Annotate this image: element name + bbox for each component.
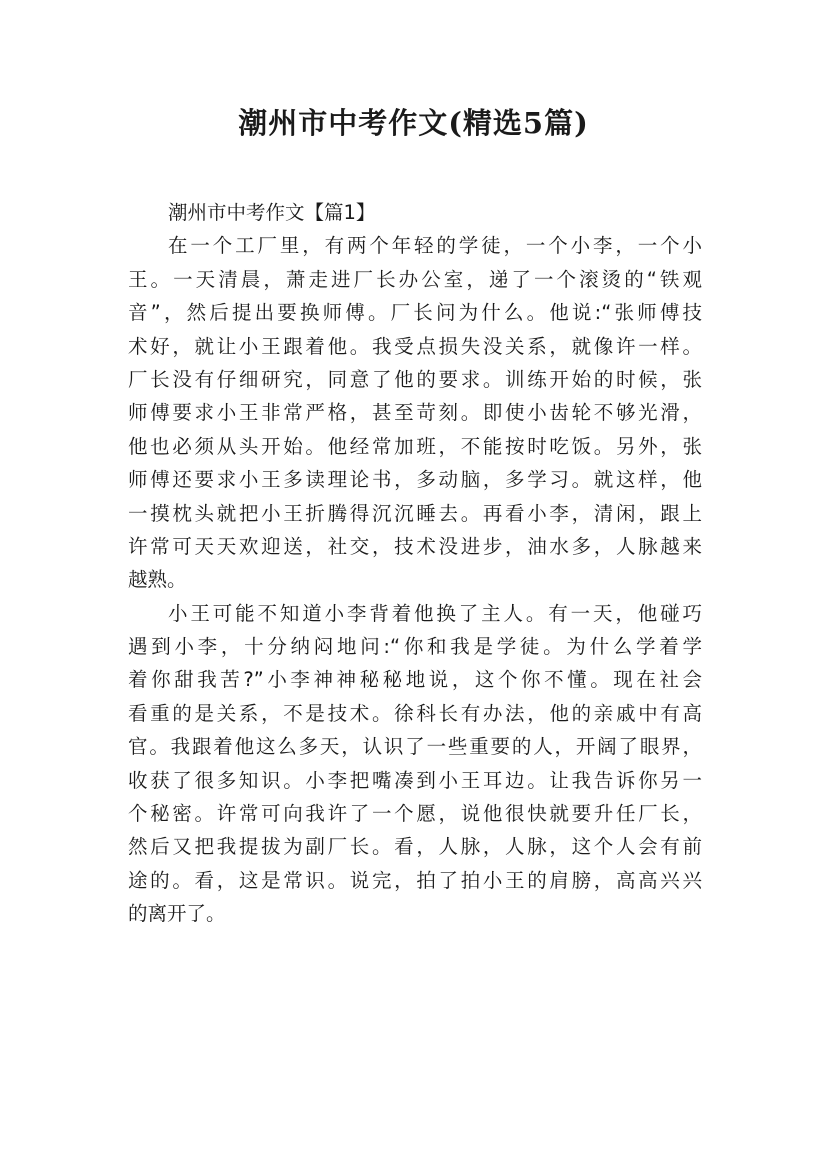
paragraph-line: 看重的是关系，不是技术。徐科长有办法，他的亲戚中有高	[128, 701, 702, 725]
paragraph-line: 他也必须从头开始。他经常加班，不能按时吃饭。另外，张	[128, 434, 702, 458]
paragraph-line: 王。一天清晨，萧走进厂长办公室，递了一个滚烫的“铁观	[128, 267, 702, 291]
paragraph-line: 师傅要求小王非常严格，甚至苛刻。即使小齿轮不够光滑，	[128, 401, 702, 425]
paragraph-line: 途的。看，这是常识。说完，拍了拍小王的肩膀，高高兴兴	[128, 868, 702, 892]
paragraph-line: 音”，然后提出要换师傅。厂长问为什么。他说:“张师傅技	[128, 301, 702, 325]
paragraph-2	[128, 597, 702, 931]
paragraph-line: 师傅还要求小王多读理论书，多动脑，多学习。就这样，他	[128, 468, 702, 492]
section-heading: 潮州市中考作文【篇1】	[168, 201, 376, 224]
paragraph-line: 越熟。	[128, 568, 187, 592]
paragraph-1	[128, 229, 702, 596]
paragraph-line: 收获了很多知识。小李把嘴凑到小王耳边。让我告诉你另一	[128, 768, 702, 792]
paragraph-line: 遇到小李，十分纳闷地问:“你和我是学徒。为什么学着学	[128, 635, 702, 659]
document-title: 潮州市中考作文(精选5篇)	[238, 106, 589, 140]
paragraph-line: 许常可天天欢迎送，社交，技术没进步，油水多，人脉越来	[128, 534, 702, 558]
paragraph-line: 的离开了。	[128, 902, 226, 926]
paragraph-line: 在一个工厂里，有两个年轻的学徒，一个小李，一个小	[168, 234, 702, 258]
document-body	[128, 196, 702, 931]
paragraph-line: 然后又把我提拔为副厂长。看，人脉，人脉，这个人会有前	[128, 835, 702, 859]
paragraph-line: 官。我跟着他这么多天，认识了一些重要的人，开阔了眼界，	[128, 735, 702, 759]
paragraph-line: 小王可能不知道小李背着他换了主人。有一天，他碰巧	[168, 601, 702, 625]
paragraph-line: 一摸枕头就把小王折腾得沉沉睡去。再看小李，清闲，跟上	[128, 501, 702, 525]
paragraph-line: 术好，就让小王跟着他。我受点损失没关系，就像许一样。	[128, 334, 702, 358]
paragraph-line: 厂长没有仔细研究，同意了他的要求。训练开始的时候，张	[128, 367, 702, 391]
paragraph-line: 个秘密。许常可向我许了一个愿，说他很快就要升任厂长，	[128, 802, 702, 826]
paragraph-line: 着你甜我苦?”小李神神秘秘地说，这个你不懂。现在社会	[128, 668, 702, 692]
